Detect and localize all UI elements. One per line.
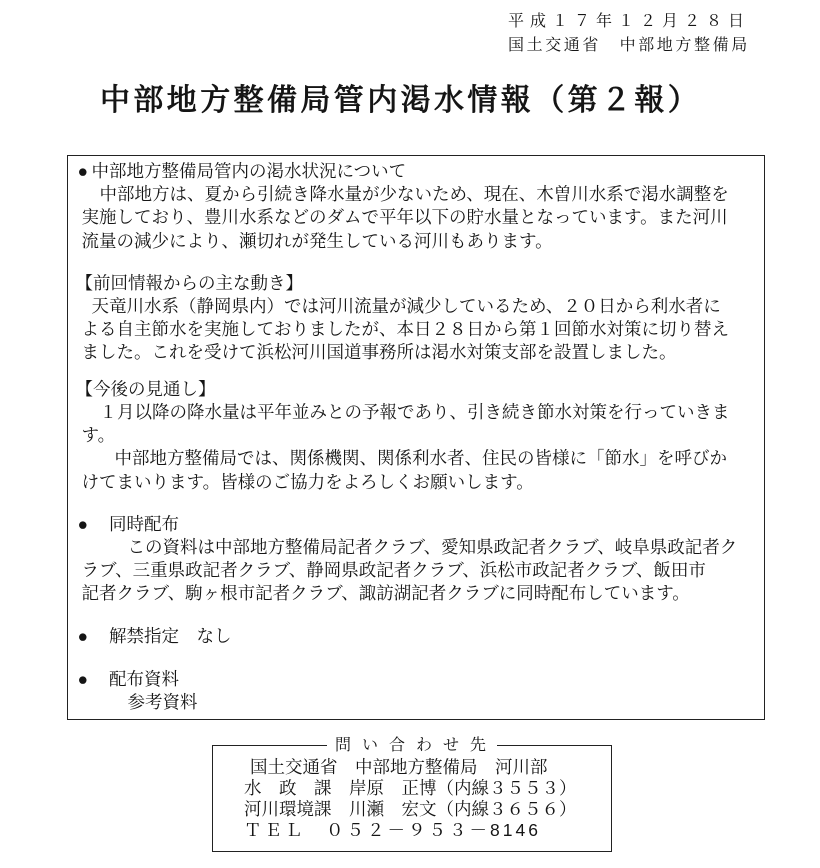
outlook-line: 中部地方整備局では、関係機関、関係利水者、住民の皆様に「節水」を呼びか [114,448,727,469]
document-title: 中部地方整備局管内渇水情報（第２報） [100,84,702,117]
contact-phone: ＴＥＬ ０５２－９５３－8146 [244,820,541,841]
contact-department: 国土交通省 中部地方整備局 河川部 [250,756,548,777]
contact-legend [213,734,611,756]
embargo-section [77,625,765,648]
status-section [77,160,765,253]
status-line: 実施しており、豊川水系などのダムで平年以下の貯水量となっています。また河川 [81,207,728,228]
main-content-box [67,155,765,720]
changes-line: 天竜川水系（静岡県内）では河川流量が減少しているため、２０日から利水者に [91,296,721,317]
contact-legend-text: 問い合わせ先 [327,737,497,754]
bullet-icon: ● [77,161,89,181]
outlook-section [75,378,765,494]
outlook-line: １月以降の降水量は平年並みとの予報であり、引き続き節水対策を行っていきま [99,401,730,422]
distribution-heading [74,513,764,536]
materials-item: 参考資料 [127,691,198,712]
embargo-heading-text: 解禁指定 なし [109,625,232,646]
materials-heading [74,668,764,691]
materials-heading-text: 配布資料 [109,668,179,689]
distribution-heading-text: 同時配布 [109,513,179,534]
changes-section [75,272,765,365]
bullet-icon: ● [77,513,89,534]
embargo-heading [74,625,764,648]
contact-person: 水 政 課 岸原 正博（内線３５５３） [244,777,577,798]
changes-heading: 【前回情報からの主な動き】 [75,272,303,293]
status-heading-text: 中部地方整備局管内の渇水状況について [91,161,407,181]
changes-line: ました。これを受けて浜松河川国道事務所は渇水対策支部を設置しました。 [81,342,677,363]
distribution-line: 記者クラブ、駒ヶ根市記者クラブ、諏訪湖記者クラブに同時配布しています。 [81,583,690,604]
status-heading [74,160,764,183]
materials-section [77,668,765,714]
outlook-heading: 【今後の見通し】 [75,378,216,399]
bullet-icon: ● [77,625,89,646]
status-line: 中部地方は、夏から引続き降水量が少ないため、現在、木曽川水系で渇水調整を [99,184,729,205]
outlook-line: す。 [81,425,116,446]
distribution-line: ラブ、三重県政記者クラブ、静岡県政記者クラブ、浜松市政記者クラブ、飯田市 [81,560,706,581]
bullet-icon: ● [77,668,89,689]
status-line: 流量の減少により、瀬切れが発生している河川もあります。 [81,230,553,251]
contact-box [212,737,612,852]
changes-line: よる自主節水を実施しておりましたが、本日２８日から第１回節水対策に切り替え [81,319,729,340]
distribution-line: この資料は中部地方整備局記者クラブ、愛知県政記者クラブ、岐阜県政記者ク [127,536,738,557]
issue-date: 平成１７年１２月２８日 [508,13,751,30]
contact-person: 河川環境課 川瀬 宏文（内線３６５６） [244,799,577,820]
issuer: 国土交通省 中部地方整備局 [508,37,750,54]
distribution-section [77,513,765,606]
outlook-line: けてまいります。皆様のご協力をよろしくお願いします。 [81,471,534,492]
